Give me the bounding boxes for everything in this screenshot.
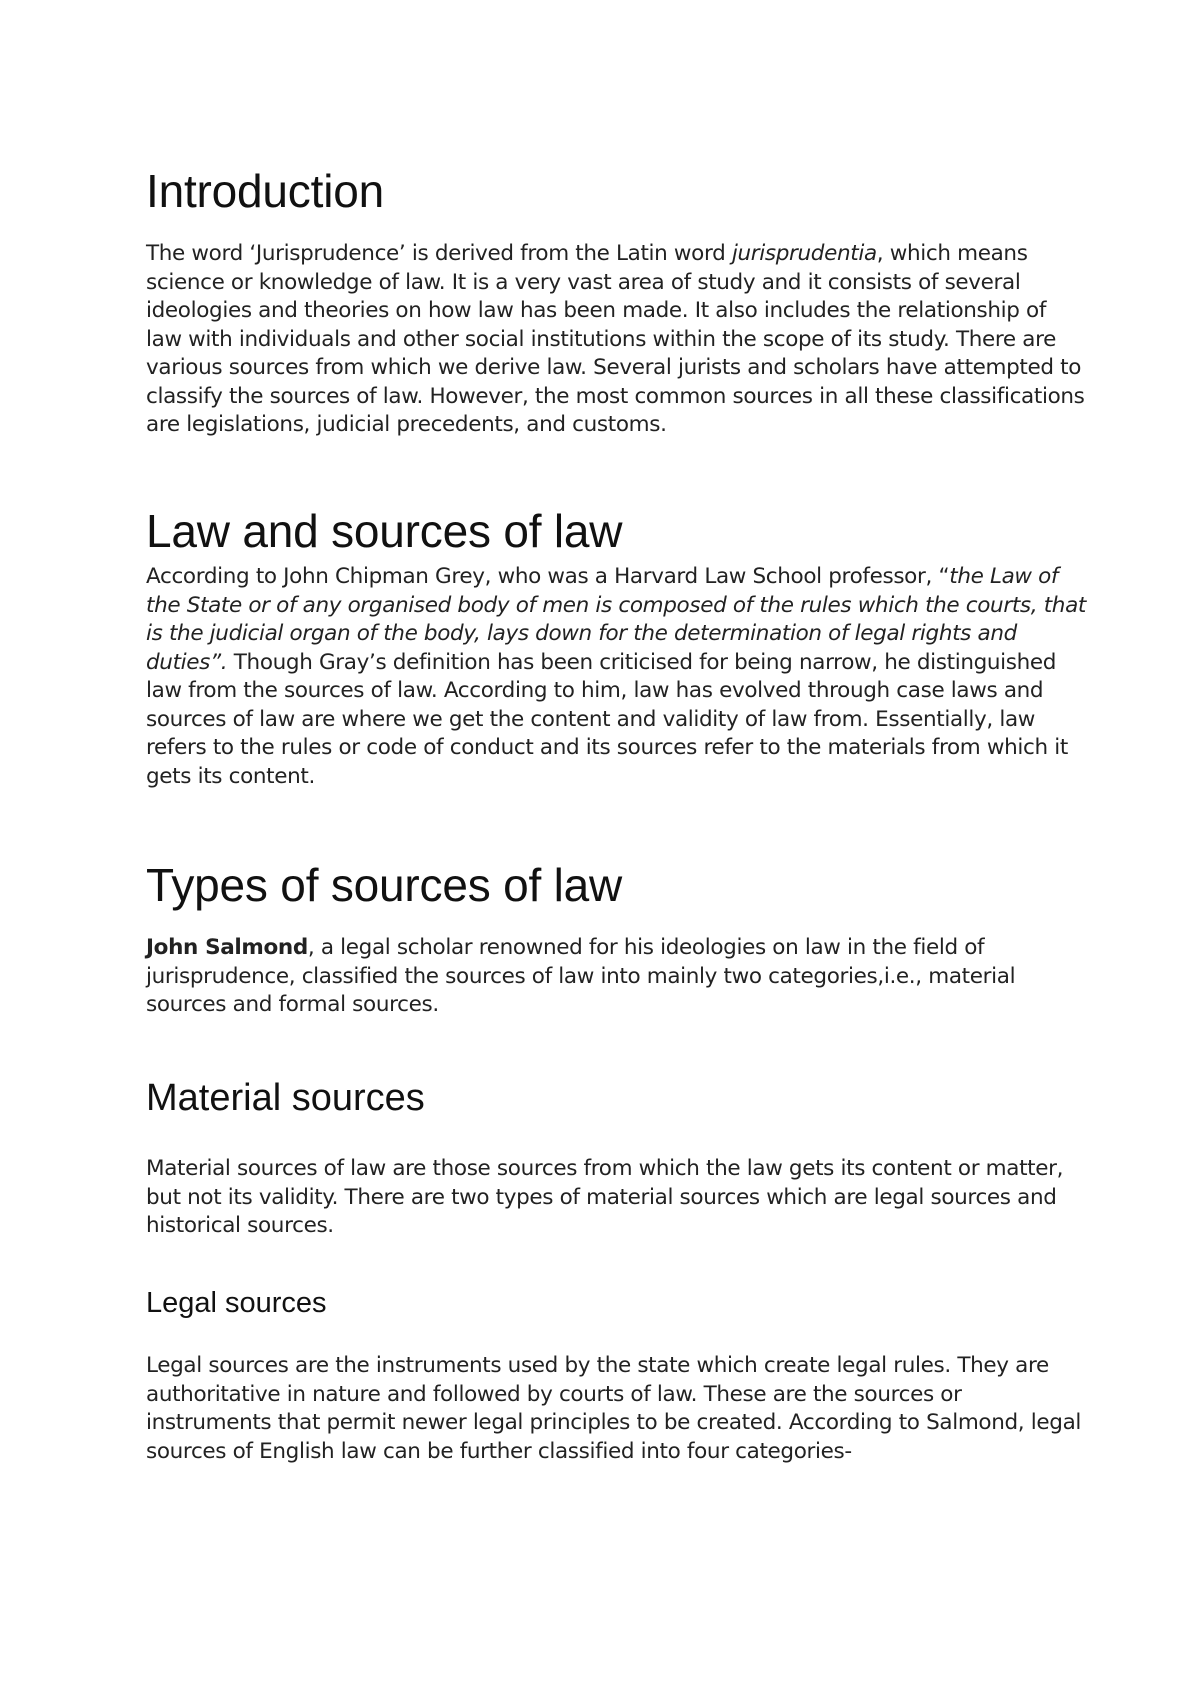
heading-material-sources: Material sources [146, 1077, 425, 1119]
types-text: , a legal scholar renowned for his ideologies on law in the field of jurisprudence, classified the sources of law into mainly two categories,i.e., material sources and formal sources. [146, 935, 1016, 1017]
paragraph-law-and-sources [146, 563, 1086, 791]
intro-text-a: The word ‘Jurisprudence’ is derived from the Latin word [146, 241, 732, 266]
law-text-a: According to John Chipman Grey, who was a Harvard Law School professor, “ [146, 564, 950, 589]
paragraph-material-sources: Material sources of law are those sources from which the law gets its content or matter, but not its validity. There are two types of material sources which are legal sources and historical sources. [146, 1156, 1064, 1238]
intro-latin-term: jurisprudentia [731, 241, 877, 266]
heading-types-of-sources: Types of sources of law [146, 859, 623, 911]
intro-text-b: , which means science or knowledge of law. It is a very vast area of study and it consists of several ideologies and theories on how law has been made. It also includes the relationship of law with individuals and other social institutions within the scope of its study. There are various sources from which we derive law. Several jurists and scholars have attempted to classify the sources of law. However, the most common sources in all these classifications are legislations, judicial precedents, and customs. [146, 241, 1085, 437]
heading-introduction: Introduction [146, 165, 384, 217]
paragraph-legal-sources: Legal sources are the instruments used by the state which create legal rules. They are authoritative in nature and followed by courts of law. These are the sources or instruments that permit newer legal principles to be created. According to Salmond, legal sources of English law can be further classified into four categories- [146, 1353, 1082, 1464]
salmond-name: John Salmond [146, 935, 308, 960]
heading-law-and-sources: Law and sources of law [146, 505, 623, 557]
law-quote: the Law of the State or of any organised body of men is composed of the rules which the courts, that is the judicial organ of the body, lays down for the determination of legal rights and duties”. [146, 564, 1086, 675]
heading-legal-sources: Legal sources [146, 1287, 327, 1319]
paragraph-types-of-sources [146, 934, 1086, 1020]
paragraph-introduction [146, 240, 1086, 440]
law-text-b: Though Gray’s definition has been criticised for being narrow, he distinguished law from the sources of law. According to him, law has evolved through case laws and sources of law are where we get the content and validity of law from. Essentially, law refers to the rules or code of conduct and its sources refer to the materials from which it gets its content. [146, 649, 1068, 789]
